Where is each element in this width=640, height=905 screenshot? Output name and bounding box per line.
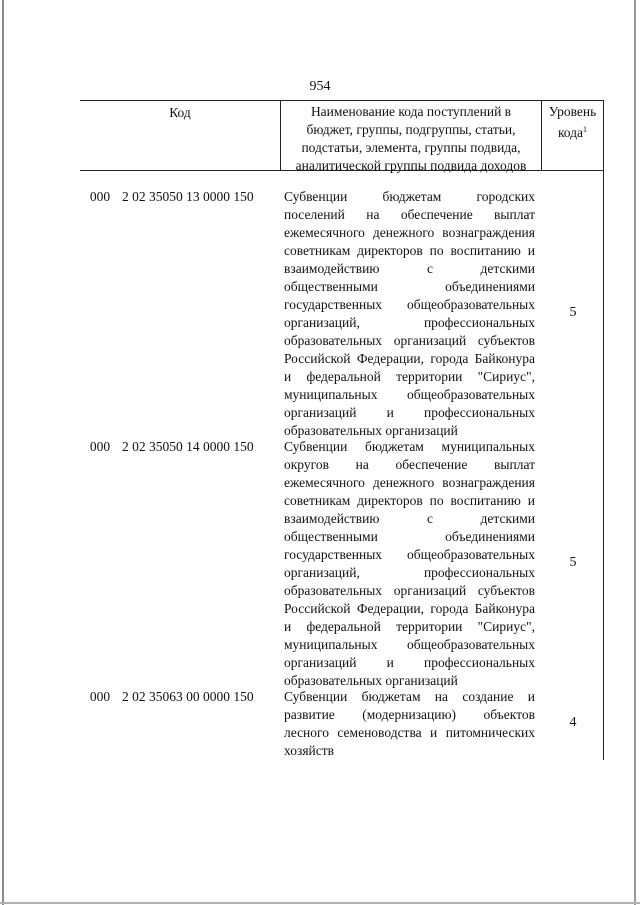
header-name-line: бюджет, группы, подгруппы, статьи, xyxy=(306,122,516,137)
header-name-line: Наименование кода поступлений в xyxy=(310,104,512,119)
row-name: Субвенции бюджетам муниципальных округов на обеспечение выплат ежемесячного денежного вознаграждения советникам директоров по воспитанию и взаимодействию с детскими общественными объединениями государственных общеобразовательных организаций, профессиональных образовательных организаций субъектов Российской Федерации, города Байконура и федеральной территории "Сириус", муниципальных общеобразовательных организаций и профессиональных образовательных организаций xyxy=(284,439,535,688)
row-name: Субвенции бюджетам городских поселений на обеспечение выплат ежемесячного денежного вознаграждения советникам директоров по воспитанию и взаимодействию с детскими общественными объединениями государственных общеобразовательных организаций, профессиональных образовательных организаций субъектов Российской Федерации, города Байконура и федеральной территории "Сириус", муниципальных общеобразовательных организаций и профессиональных образовательных организаций xyxy=(284,189,535,438)
row-level: 5 xyxy=(569,305,577,320)
page-number: 954 xyxy=(309,79,331,94)
page-right-rule xyxy=(603,100,604,760)
header-level-line xyxy=(542,121,603,142)
scan-edge-right xyxy=(634,0,636,905)
row-code: 2 02 35050 13 0000 150 xyxy=(122,189,254,204)
scan-edge-bottom xyxy=(0,902,640,904)
header-name-line: подстатьи, элемента, группы подвида, xyxy=(301,140,521,155)
scan-edge-left xyxy=(2,0,4,905)
row-level: 4 xyxy=(569,715,577,730)
row-code: 2 02 35050 14 0000 150 xyxy=(122,439,254,454)
row-code-prefix: 000 xyxy=(89,439,111,454)
header-code xyxy=(80,104,280,122)
header-top-border xyxy=(80,100,603,101)
header-code-label: Код xyxy=(169,105,191,120)
header-level-line: Уровень xyxy=(548,104,597,119)
row-name: Субвенции бюджетам на создание и развитие (модернизацию) объектов лесного семеноводства и питомнических хозяйств xyxy=(284,689,535,758)
row-level: 5 xyxy=(569,555,577,570)
row-code: 2 02 35063 00 0000 150 xyxy=(122,689,254,704)
header-level-label: кода xyxy=(557,125,584,140)
row-code-prefix: 000 xyxy=(89,189,111,204)
footnote-marker: 1 xyxy=(583,125,588,134)
row-code-prefix: 000 xyxy=(89,689,111,704)
header-name xyxy=(281,103,541,175)
header-name-line: аналитической группы подвида доходов xyxy=(295,158,527,173)
header-level xyxy=(542,103,603,142)
